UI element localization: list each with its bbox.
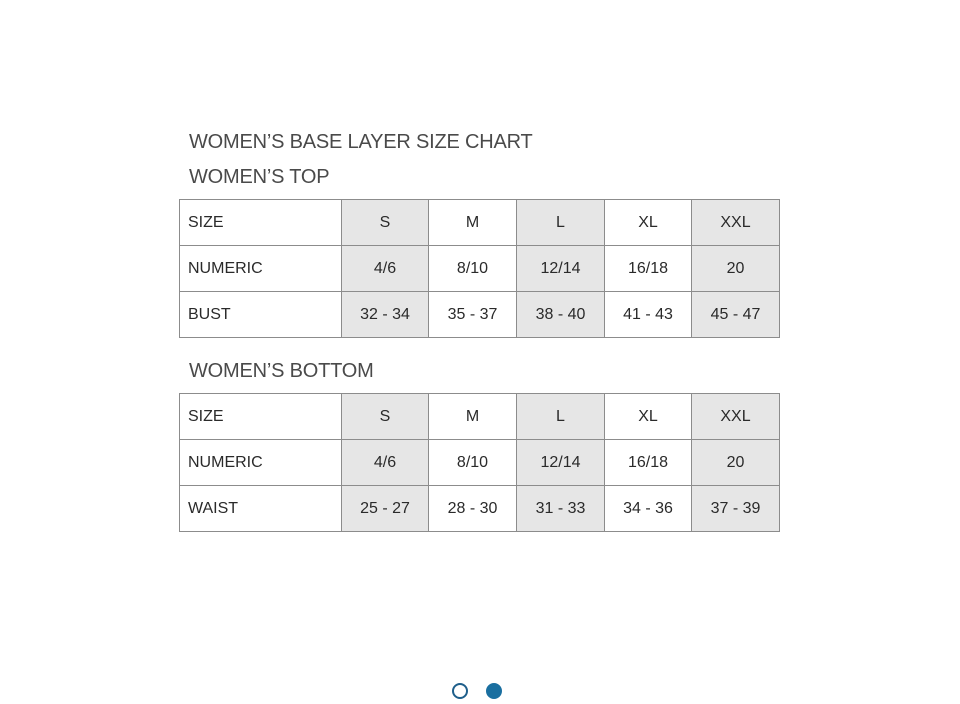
- table-cell: 8/10: [429, 246, 517, 292]
- table-header-cell: SIZE: [180, 200, 342, 246]
- table-cell: 20: [692, 246, 780, 292]
- table-cell: 32 - 34: [342, 292, 429, 338]
- table-cell: 25 - 27: [342, 486, 429, 532]
- table-row: [180, 246, 780, 292]
- table-cell: 35 - 37: [429, 292, 517, 338]
- table-header-cell: L: [517, 200, 605, 246]
- carousel-pagination: [452, 683, 502, 699]
- table-header-cell: M: [429, 200, 517, 246]
- table-cell: 8/10: [429, 440, 517, 486]
- table-row: [180, 440, 780, 486]
- table-cell: 45 - 47: [692, 292, 780, 338]
- row-label: NUMERIC: [180, 440, 342, 486]
- section-title-top: WOMEN’S TOP: [189, 166, 330, 188]
- row-label: NUMERIC: [180, 246, 342, 292]
- table-header-cell: L: [517, 394, 605, 440]
- table-cell: 38 - 40: [517, 292, 605, 338]
- carousel-dot-2-active[interactable]: [486, 683, 502, 699]
- table-header-cell: M: [429, 394, 517, 440]
- row-label: WAIST: [180, 486, 342, 532]
- carousel-dot-1[interactable]: [452, 683, 468, 699]
- table-cell: 37 - 39: [692, 486, 780, 532]
- table-cell: 4/6: [342, 246, 429, 292]
- table-header-cell: SIZE: [180, 394, 342, 440]
- table-cell: 20: [692, 440, 780, 486]
- table-header-cell: S: [342, 394, 429, 440]
- table-row: [180, 486, 780, 532]
- table-header-cell: XXL: [692, 394, 780, 440]
- table-cell: 16/18: [605, 246, 692, 292]
- bottom-size-table: [179, 393, 780, 532]
- table-cell: 12/14: [517, 440, 605, 486]
- table-header-cell: XL: [605, 394, 692, 440]
- table-cell: 34 - 36: [605, 486, 692, 532]
- table-header-row: [180, 394, 780, 440]
- table-cell: 12/14: [517, 246, 605, 292]
- table-row: [180, 292, 780, 338]
- table-cell: 41 - 43: [605, 292, 692, 338]
- table-cell: 16/18: [605, 440, 692, 486]
- table-cell: 4/6: [342, 440, 429, 486]
- top-size-table: [179, 199, 780, 338]
- size-chart-title: WOMEN’S BASE LAYER SIZE CHART: [189, 131, 533, 153]
- table-header-row: [180, 200, 780, 246]
- table-cell: 28 - 30: [429, 486, 517, 532]
- table-header-cell: XXL: [692, 200, 780, 246]
- table-header-cell: XL: [605, 200, 692, 246]
- table-cell: 31 - 33: [517, 486, 605, 532]
- section-title-bottom: WOMEN’S BOTTOM: [189, 360, 374, 382]
- table-header-cell: S: [342, 200, 429, 246]
- row-label: BUST: [180, 292, 342, 338]
